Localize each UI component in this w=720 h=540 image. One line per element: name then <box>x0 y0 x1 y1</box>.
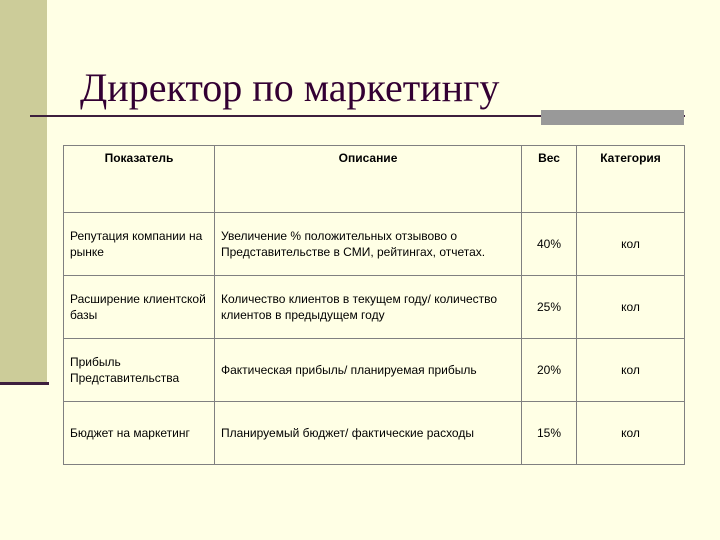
cell-description: Фактическая прибыль/ планируемая прибыль <box>215 339 522 402</box>
header-category: Категория <box>577 146 685 213</box>
decorative-side-line <box>0 382 49 385</box>
slide-title: Директор по маркетингу <box>80 65 500 110</box>
cell-description: Увеличение % положительных отзывово о Представительстве в СМИ, рейтингах, отчетах. <box>215 213 522 276</box>
decorative-side-bar <box>0 0 47 384</box>
cell-indicator: Бюджет на маркетинг <box>64 402 215 465</box>
cell-weight: 15% <box>522 402 577 465</box>
cell-description: Количество клиентов в текущем году/ количество клиентов в предыдущем году <box>215 276 522 339</box>
table-row <box>64 402 685 465</box>
header-weight: Вес <box>522 146 577 213</box>
cell-category: кол <box>577 339 685 402</box>
title-accent-block <box>541 110 684 125</box>
cell-indicator: Прибыль Представительства <box>64 339 215 402</box>
cell-weight: 25% <box>522 276 577 339</box>
cell-category: кол <box>577 213 685 276</box>
table-header-row <box>64 146 685 213</box>
cell-description: Планируемый бюджет/ фактические расходы <box>215 402 522 465</box>
kpi-table <box>63 145 685 465</box>
table-row <box>64 276 685 339</box>
cell-indicator: Расширение клиентской базы <box>64 276 215 339</box>
cell-weight: 40% <box>522 213 577 276</box>
table-row <box>64 213 685 276</box>
table-row <box>64 339 685 402</box>
header-description: Описание <box>215 146 522 213</box>
cell-category: кол <box>577 402 685 465</box>
cell-indicator: Репутация компании на рынке <box>64 213 215 276</box>
cell-category: кол <box>577 276 685 339</box>
header-indicator: Показатель <box>64 146 215 213</box>
cell-weight: 20% <box>522 339 577 402</box>
